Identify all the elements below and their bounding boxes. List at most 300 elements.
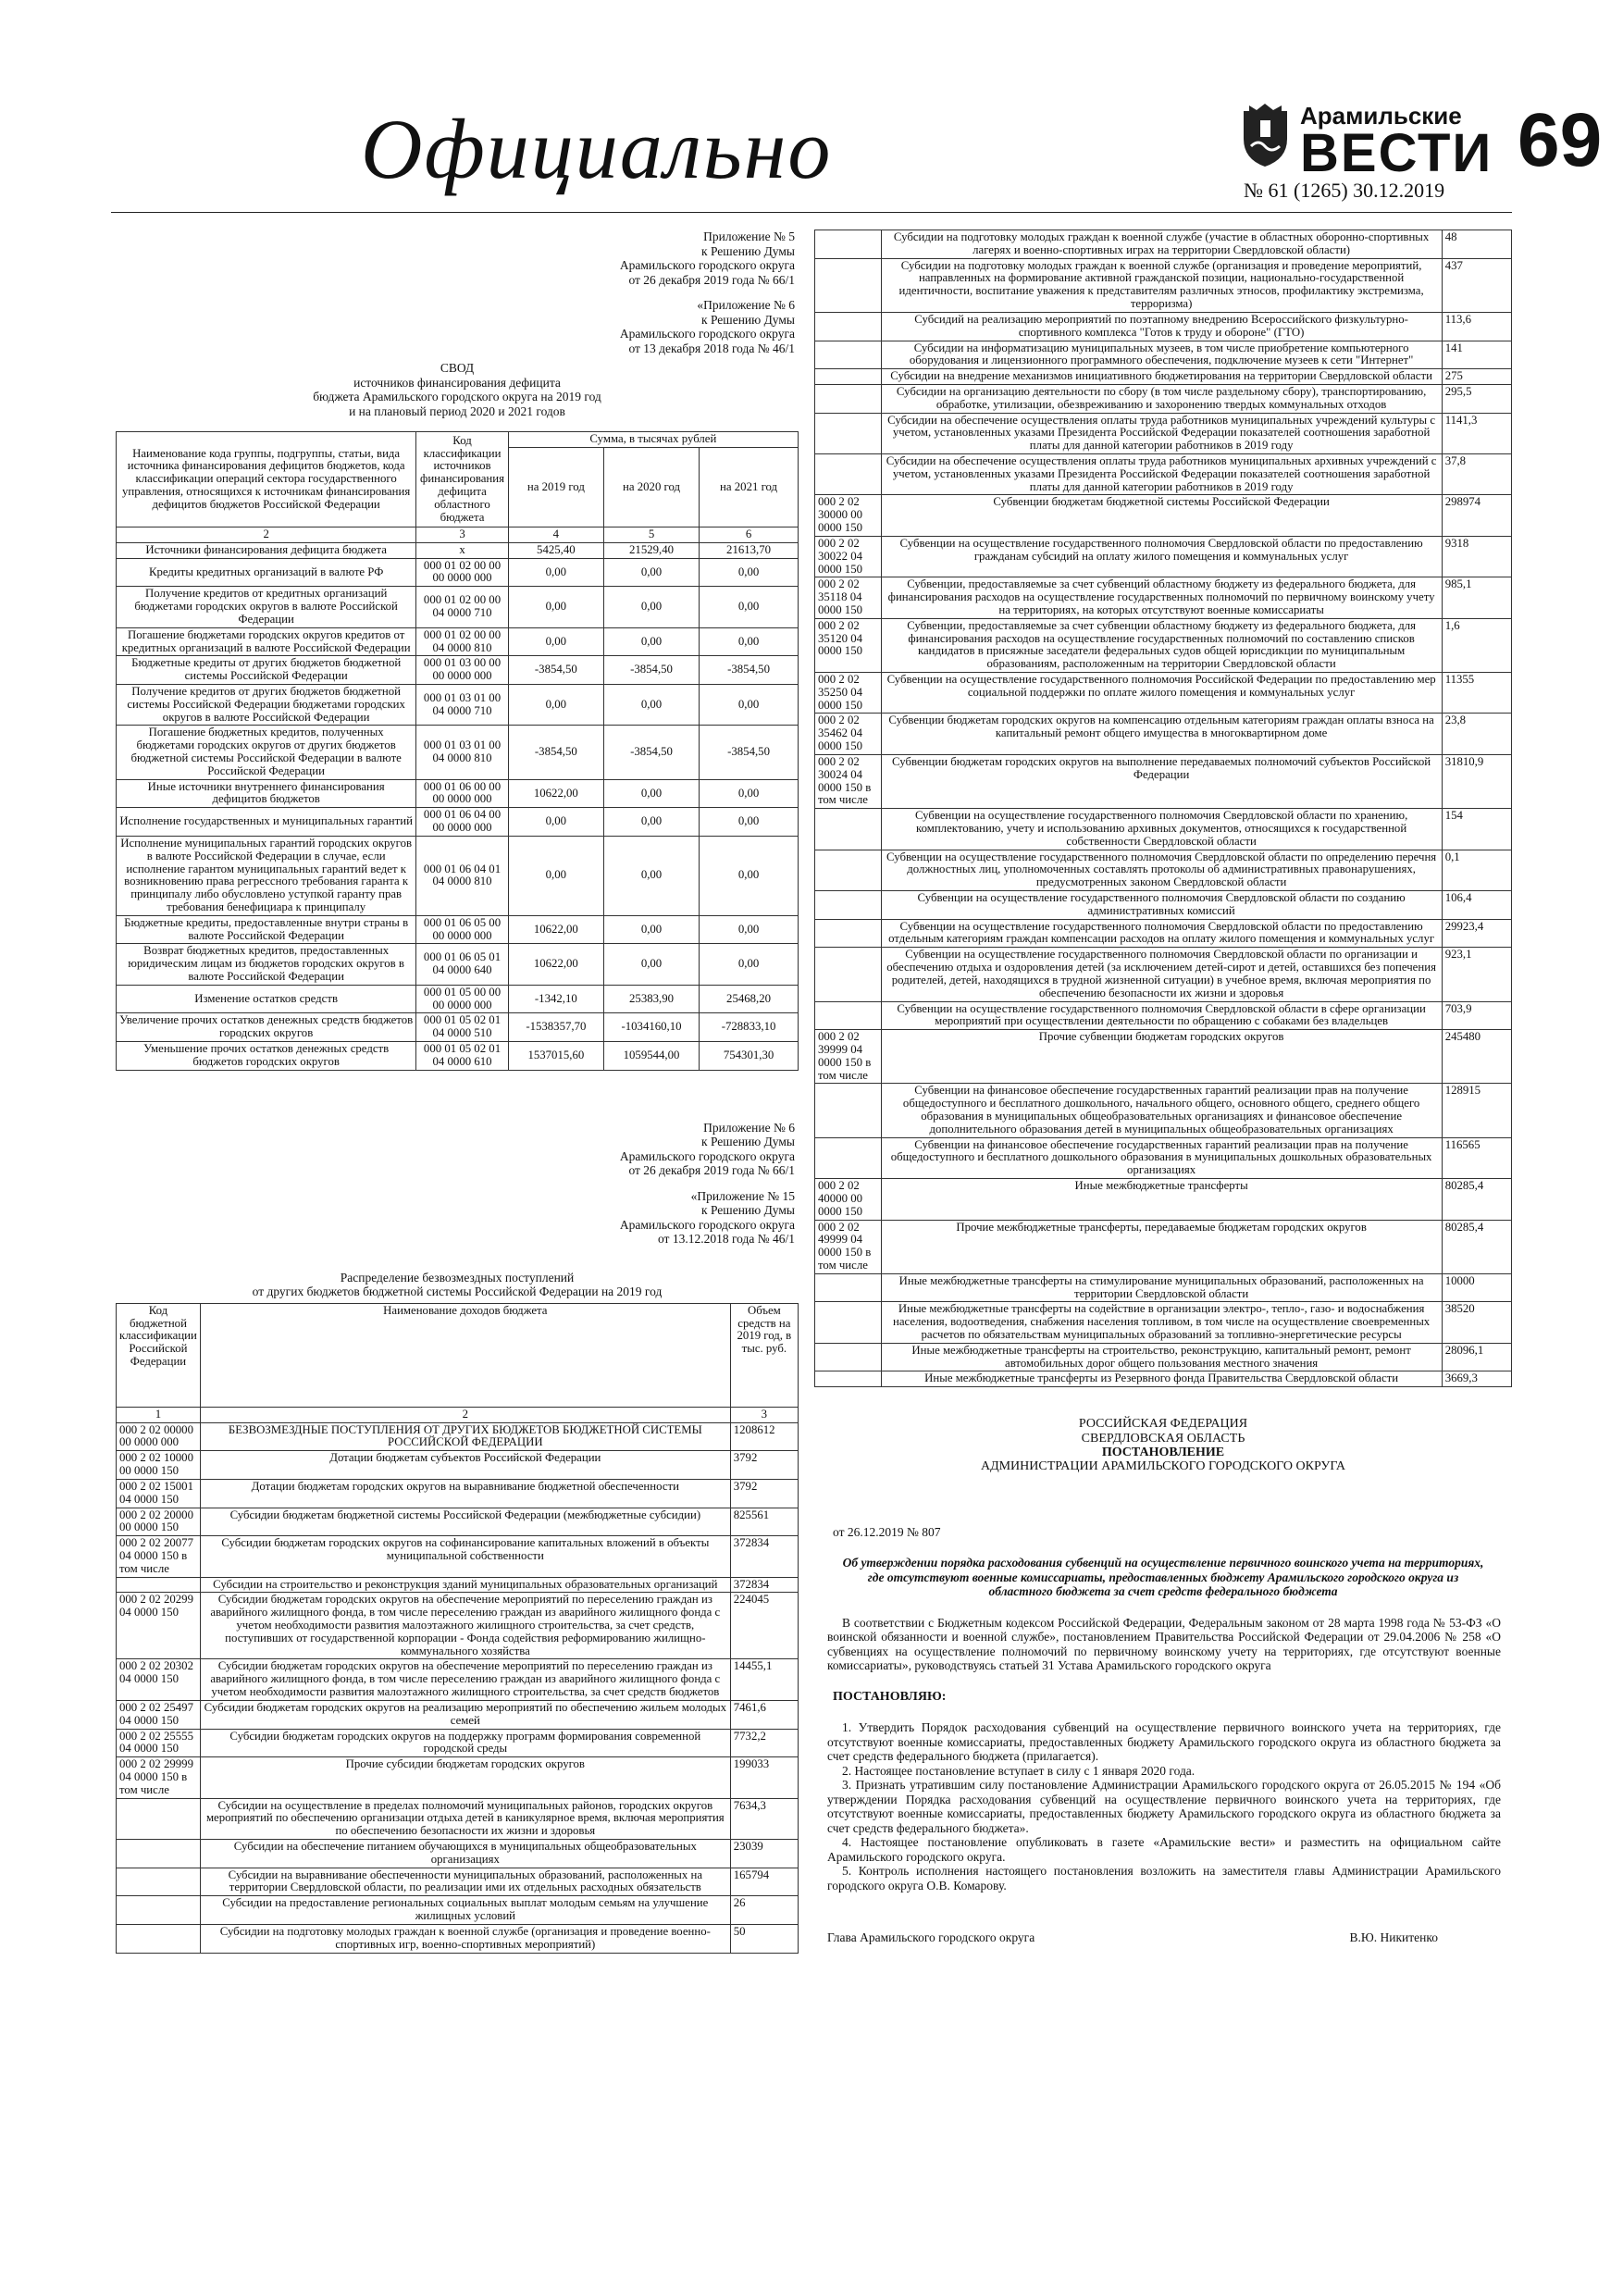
- issue-number: № 61 (1265) 30.12.2019: [1244, 179, 1445, 202]
- col-header-2020: на 2020 год: [603, 448, 699, 527]
- col-header-2019: на 2019 год: [508, 448, 603, 527]
- decree-title: Об утверждении порядка расходования субвенций на осуществление первичного воинского учета на территориях, где отсутствуют военные комиссариаты, предоставленных бюджету Арамильского городского округа из областного бюджета за счет средств федерального бюджета: [842, 1556, 1484, 1599]
- signature-block: [814, 1931, 1512, 1945]
- transfers-table-right: [814, 230, 1512, 1387]
- table-row: [815, 577, 1512, 618]
- table-cell: -3854,50: [700, 726, 799, 779]
- brand-top: Арамильские: [1300, 102, 1462, 130]
- table-cell: 000 2 02 20000 00 0000 150: [117, 1508, 201, 1536]
- table-body: [117, 542, 799, 1070]
- table-cell: Субвенции, предоставляемые за счет субвенции областному бюджету из федерального бюджета, для финансирования расходов на осуществление государственных полномочий по составлению списков кандидатов в присяжные заседатели федеральных судов общей юрисдикции по муниципальным образованиям, расположенным на территории Свердловской области: [881, 618, 1442, 672]
- table-cell: 275: [1442, 369, 1511, 385]
- table-cell: Изменение остатков средств: [117, 985, 416, 1013]
- table-cell: Субсидии бюджетам городских округов на обеспечение мероприятий по переселению граждан из аварийного жилищного фонда, в том числе переселению граждан из аварийного жилищного фонда с учетом необходимости развития малоэтажного жилищного строительства, за счет средств бюджетов: [200, 1659, 730, 1700]
- table-cell: 000 2 02 15001 04 0000 150: [117, 1479, 201, 1508]
- table-row: [815, 1137, 1512, 1178]
- table-cell: -3854,50: [603, 726, 699, 779]
- table-cell: Субсидии на подготовку молодых граждан к военной службе (участие в областных оборонно-спортивных лагерях и военно-спортивных играх на территории Свердловской области): [881, 230, 1442, 259]
- col-header-name: Наименование кода группы, подгруппы, статьи, вида источника финансирования дефицитов бюджетов, кода классификации операций сектора государственного управления, относящихся к источникам финансирования дефицитов бюджетов Российской Федерации: [117, 432, 416, 527]
- table-cell: 0,00: [508, 558, 603, 587]
- table-cell: 3792: [730, 1479, 798, 1508]
- table-cell: [815, 1001, 882, 1030]
- table-cell: 000 01 05 02 01 04 0000 510: [416, 1013, 508, 1042]
- page-header: [111, 74, 1603, 213]
- table-cell: Исполнение муниципальных гарантий городских округов в валюте Российской Федерации в случае, если исполнение гарантом муниципальных гарантий ведет к возникновению права регрессного требования гаранта к принципалу либо обусловлено уступкой гаранту прав требования бенефициара к принципалу: [117, 836, 416, 915]
- table-cell: Субсидий на реализацию мероприятий по поэтапному внедрению Всероссийского физкультурно-спортивного комплекса "Готов к труду и обороне" (ГТО): [881, 312, 1442, 341]
- table-row: [117, 1798, 799, 1839]
- table-cell: Иные источники внутреннего финансирования дефицитов бюджетов: [117, 779, 416, 808]
- table-cell: -728833,10: [700, 1013, 799, 1042]
- decree-heading: [814, 1417, 1512, 1474]
- table-cell: 0,00: [700, 627, 799, 656]
- table-cell: 000 01 06 05 01 04 0000 640: [416, 944, 508, 985]
- table-cell: [815, 809, 882, 850]
- ref-line: Арамильского городского округа: [619, 327, 795, 341]
- table-cell: 245480: [1442, 1030, 1511, 1084]
- table-cell: [815, 369, 882, 385]
- table-cell: 985,1: [1442, 577, 1511, 618]
- table-row: [815, 919, 1512, 948]
- table-cell: 000 2 02 20302 04 0000 150: [117, 1659, 201, 1700]
- table-row: [117, 779, 799, 808]
- table-cell: 154: [1442, 809, 1511, 850]
- table-cell: Субсидии бюджетам городских округов на обеспечение мероприятий по переселению граждан из аварийного жилищного фонда, в том числе переселению граждан из аварийного жилищного фонда с учетом необходимости развития малоэтажного жилищного строительства, за счет средств, поступивших от государственной корпорации - Фонда содействия реформированию жилищно-коммунального хозяйства: [200, 1593, 730, 1659]
- signer-post: Глава Арамильского городского округа: [827, 1930, 1035, 1945]
- table-cell: 80285,4: [1442, 1220, 1511, 1273]
- table-cell: Исполнение государственных и муниципальных гарантий: [117, 808, 416, 837]
- table-cell: 48: [1442, 230, 1511, 259]
- table-cell: [815, 1137, 882, 1178]
- table-cell: 825561: [730, 1508, 798, 1536]
- table-cell: 224045: [730, 1593, 798, 1659]
- table-row: [815, 714, 1512, 754]
- table-cell: Субвенции на осуществление государственного полномочия Свердловской области по организации и обеспечению отдыха и оздоровления детей (за исключением детей-сирот и детей, оставшихся без попечения родителей, детей, находящихся в трудной жизненной ситуации) в учебное время, включая мероприятия по обеспечению безопасности их жизни и здоровья: [881, 948, 1442, 1001]
- table-cell: [815, 948, 882, 1001]
- decree-item: 1. Утвердить Порядок расходования субвенций на осуществление первичного воинского учета на территориях, где отсутствуют военные комиссариаты, предоставленных бюджету Арамильского городского округа из областного бюджета за счет средств федерального бюджета (прилагается).: [827, 1720, 1501, 1764]
- table-cell: 0,00: [700, 684, 799, 725]
- table-cell: 1,6: [1442, 618, 1511, 672]
- table-cell: Субвенции на осуществление государственного полномочия Свердловской области по хранению, комплектованию, учету и использованию архивных документов, относящихся к государственной собственности Свердловской области: [881, 809, 1442, 850]
- table-cell: Получение кредитов от других бюджетов бюджетной системы Российской Федерации бюджетами городских округов в валюте Российской Федерации: [117, 684, 416, 725]
- table-cell: 0,00: [700, 587, 799, 627]
- table-cell: 10622,00: [508, 779, 603, 808]
- table-cell: 1537015,60: [508, 1042, 603, 1071]
- table-cell: 0,00: [508, 627, 603, 656]
- decree-item: 5. Контроль исполнения настоящего постановления возложить на заместителя главы Администрации Арамильского городского округа О.В. Комарову.: [827, 1864, 1501, 1893]
- table-cell: 1208612: [730, 1422, 798, 1451]
- table-cell: Погашение бюджетных кредитов, полученных бюджетами городских округов от других бюджетов бюджетной системы Российской Федерации в валюте Российской Федерации: [117, 726, 416, 779]
- table-cell: [815, 1343, 882, 1371]
- table-cell: [815, 850, 882, 890]
- table-cell: 0,00: [603, 808, 699, 837]
- table-cell: [117, 1896, 201, 1925]
- table-row: [815, 1084, 1512, 1137]
- table-row: [117, 1868, 799, 1896]
- table-cell: 113,6: [1442, 312, 1511, 341]
- table-cell: Субсидии бюджетам бюджетной системы Российской Федерации (межбюджетные субсидии): [200, 1508, 730, 1536]
- table-cell: 754301,30: [700, 1042, 799, 1071]
- table-cell: Субвенции на осуществление государственного полномочия Свердловской области по созданию административных комиссий: [881, 891, 1442, 920]
- table-cell: 3792: [730, 1451, 798, 1480]
- table-cell: [815, 891, 882, 920]
- table-cell: 000 01 06 04 00 00 0000 000: [416, 808, 508, 837]
- table-row: [815, 384, 1512, 413]
- decree-items: [814, 1720, 1512, 1893]
- table-row: [117, 1757, 799, 1798]
- table-cell: 0,00: [603, 627, 699, 656]
- table-cell: 000 01 06 00 00 00 0000 000: [416, 779, 508, 808]
- col-header-volume: Объем средств на 2019 год, в тыс. руб.: [730, 1303, 798, 1407]
- right-column: [814, 230, 1512, 1945]
- title-line: от других бюджетов бюджетной системы Российской Федерации на 2019 год: [252, 1285, 663, 1299]
- table-cell: 000 01 03 01 00 04 0000 710: [416, 684, 508, 725]
- table-row: [117, 1729, 799, 1757]
- table-body: [815, 230, 1512, 1387]
- table-row: [815, 1273, 1512, 1302]
- table-row: [117, 1042, 799, 1071]
- table-row: [815, 673, 1512, 714]
- table-cell: x: [416, 542, 508, 558]
- table-cell: Увеличение прочих остатков денежных средств бюджетов городских округов: [117, 1013, 416, 1042]
- table-cell: 11355: [1442, 673, 1511, 714]
- table-cell: Дотации бюджетам субъектов Российской Федерации: [200, 1451, 730, 1480]
- table-cell: 000 2 02 00000 00 0000 000: [117, 1422, 201, 1451]
- table-cell: 0,00: [603, 587, 699, 627]
- table-cell: Иные межбюджетные трансферты: [881, 1179, 1442, 1220]
- title-line: Распределение безвозмездных поступлений: [340, 1270, 575, 1285]
- table-row: [815, 341, 1512, 369]
- table-row: [815, 258, 1512, 312]
- table-cell: Погашение бюджетами городских округов кредитов от кредитных организаций в валюте Российской Федерации: [117, 627, 416, 656]
- table-cell: 0,00: [700, 836, 799, 915]
- table-cell: Субсидии на строительство и реконструкция зданий муниципальных образовательных организаций: [200, 1577, 730, 1593]
- table-row: [117, 1896, 799, 1925]
- table-cell: 000 2 02 30022 04 0000 150: [815, 536, 882, 577]
- table-row: [117, 627, 799, 656]
- table-cell: 0,00: [603, 684, 699, 725]
- table-row: [117, 808, 799, 837]
- table-cell: 000 01 02 00 00 04 0000 810: [416, 627, 508, 656]
- table-cell: Получение кредитов от кредитных организаций бюджетами городских округов в валюте Российской Федерации: [117, 587, 416, 627]
- decree-item: 3. Признать утратившим силу постановление Администрации Арамильского городского округа от 26.05.2015 № 194 «Об утверждении Порядка расходования субвенций на осуществление первичного воинского учета на территориях, где отсутствуют военные комиссариаты, предоставленных бюджету Арамильского городского округа из областного бюджета за счет средств федерального бюджета».: [827, 1778, 1501, 1835]
- table-cell: Прочие межбюджетные трансферты, передаваемые бюджетам городских округов: [881, 1220, 1442, 1273]
- table-row: [117, 726, 799, 779]
- title-line: бюджета Арамильского городского округа на 2019 год: [313, 390, 601, 404]
- table-row: [117, 587, 799, 627]
- col-num: 6: [700, 527, 799, 543]
- signer-name: В.Ю. Никитенко: [1349, 1930, 1438, 1945]
- table-cell: 0,00: [700, 779, 799, 808]
- table-cell: Источники финансирования дефицита бюджета: [117, 542, 416, 558]
- table-cell: 9318: [1442, 536, 1511, 577]
- table-cell: Субвенции бюджетам городских округов на компенсацию отдельным категориям граждан оплаты взноса на капитальный ремонт общего имущества в многоквартирном доме: [881, 714, 1442, 754]
- table-cell: -3854,50: [700, 656, 799, 685]
- table-cell: 29923,4: [1442, 919, 1511, 948]
- ref-line: к Решению Думы: [701, 1203, 795, 1218]
- ref-line: «Приложение № 6: [697, 298, 795, 313]
- table-cell: 1141,3: [1442, 413, 1511, 453]
- table-row: [815, 948, 1512, 1001]
- ref-line: к Решению Думы: [701, 312, 795, 327]
- table-cell: Субсидии на обеспечение осуществления оплаты труда работников муниципальных учреждений культуры с учетом, установленных указами Президента Российской Федерации показателей соотношения заработной платы для данной категории работников в 2019 году: [881, 413, 1442, 453]
- table-row: [815, 369, 1512, 385]
- table-cell: 7634,3: [730, 1798, 798, 1839]
- table-row: [815, 1302, 1512, 1343]
- table-row: [117, 1924, 799, 1953]
- table-cell: Иные межбюджетные трансферты на стимулирование муниципальных образований, расположенных на территории Свердловской области: [881, 1273, 1442, 1302]
- table-cell: 10000: [1442, 1273, 1511, 1302]
- col-header-code: Код бюджетной классификации Российской Федерации: [117, 1303, 201, 1407]
- table-cell: 14455,1: [730, 1659, 798, 1700]
- table-cell: 000 2 02 35462 04 0000 150: [815, 714, 882, 754]
- table-cell: Иные межбюджетные трансферты на строительство, реконструкцию, капитальный ремонт, ремонт автомобильных дорог общего пользования местного значения: [881, 1343, 1442, 1371]
- column-number-row: [117, 1407, 799, 1422]
- table-cell: Субвенции на осуществление государственного полномочия Свердловской области по предоставлению отдельным категориям граждан компенсации расходов на оплату жилого помещения и коммунальных услуг: [881, 919, 1442, 948]
- table-cell: 28096,1: [1442, 1343, 1511, 1371]
- decree-item: 2. Настоящее постановление вступает в силу с 1 января 2020 года.: [842, 1763, 1196, 1778]
- ref-line: Приложение № 6: [703, 1120, 795, 1135]
- table-cell: [815, 312, 882, 341]
- table-cell: 116565: [1442, 1137, 1511, 1178]
- table-cell: Субвенции на осуществление государственного полномочия Свердловской области по определению перечня должностных лиц, уполномоченных составлять протоколы об административных правонарушениях, предусмотренных законом Свердловской области: [881, 850, 1442, 890]
- table-cell: Субвенции на осуществление государственного полномочия Российской Федерации по предоставлению мер социальной поддержки по оплате жилого помещения и коммунальных услуг: [881, 673, 1442, 714]
- table-cell: 000 01 05 00 00 00 0000 000: [416, 985, 508, 1013]
- table-cell: 000 2 02 25497 04 0000 150: [117, 1700, 201, 1729]
- col-num: 5: [603, 527, 699, 543]
- table-cell: Иные межбюджетные трансферты на содействие в организации электро-, тепло-, газо- и водоснабжения населения, водоотведения, снабжения населения топливом, в том числе на осуществление своевременных расчетов по обязательствам муниципальных образований за топливно-энергетические ресурсы: [881, 1302, 1442, 1343]
- table-cell: Бюджетные кредиты, предоставленные внутри страны в валюте Российской Федерации: [117, 915, 416, 944]
- table-cell: 000 2 02 49999 04 0000 150 в том числе: [815, 1220, 882, 1273]
- table-cell: 000 2 02 25555 04 0000 150: [117, 1729, 201, 1757]
- table-cell: 000 2 02 20077 04 0000 150 в том числе: [117, 1536, 201, 1577]
- table-row: [815, 536, 1512, 577]
- table-cell: Уменьшение прочих остатков денежных средств бюджетов городских округов: [117, 1042, 416, 1071]
- table-cell: Субсидии на обеспечение осуществления оплаты труда работников муниципальных архивных учреждений с учетом, установленных указами Президента Российской Федерации показателей соотношения заработной платы для данной категории работников в 2019 году: [881, 454, 1442, 495]
- table-cell: 000 2 02 39999 04 0000 150 в том числе: [815, 1030, 882, 1084]
- page-number: 69: [1518, 98, 1603, 182]
- table-cell: Кредиты кредитных организаций в валюте РФ: [117, 558, 416, 587]
- table-cell: БЕЗВОЗМЕЗДНЫЕ ПОСТУПЛЕНИЯ ОТ ДРУГИХ БЮДЖЕТОВ БЮДЖЕТНОЙ СИСТЕМЫ РОССИЙСКОЙ ФЕДЕРАЦИИ: [200, 1422, 730, 1451]
- table-row: [815, 1371, 1512, 1387]
- table-row: [117, 985, 799, 1013]
- table-cell: 000 2 02 30024 04 0000 150 в том числе: [815, 754, 882, 808]
- table-row: [117, 656, 799, 685]
- table-row: [815, 495, 1512, 536]
- table-row: [117, 1479, 799, 1508]
- table-row: [117, 1508, 799, 1536]
- table-cell: 000 2 02 10000 00 0000 150: [117, 1451, 201, 1480]
- table-cell: [815, 454, 882, 495]
- table-cell: Субсидии бюджетам городских округов на поддержку программ формирования современной городской среды: [200, 1729, 730, 1757]
- table-cell: 31810,9: [1442, 754, 1511, 808]
- table-cell: Субсидии на подготовку молодых граждан к военной службе (организация и проведение военно-спортивных игр, военно-спортивных мероприятий): [200, 1924, 730, 1953]
- table-cell: 0,00: [700, 808, 799, 837]
- table-cell: Субсидии на подготовку молодых граждан к военной службе (организация и проведение мероприятий, направленных на формирование активной гражданской позиции, национально-государственной идентичности, воспитание уважения к представителям различных этносов, профилактику экстремизма, терроризма): [881, 258, 1442, 312]
- table-cell: 000 01 06 05 00 00 0000 000: [416, 915, 508, 944]
- table-cell: [815, 258, 882, 312]
- table-cell: 0,1: [1442, 850, 1511, 890]
- table-row: [815, 850, 1512, 890]
- table-cell: [815, 413, 882, 453]
- decree-item: 4. Настоящее постановление опубликовать в газете «Арамильские вести» и разместить на официальном сайте Арамильского городского округа.: [827, 1835, 1501, 1864]
- table-row: [117, 1013, 799, 1042]
- section-title: Официально: [361, 102, 833, 196]
- table-cell: 923,1: [1442, 948, 1511, 1001]
- table-row: [117, 542, 799, 558]
- table-cell: Субвенции на осуществление государственного полномочия Свердловской области по предоставлению гражданам субсидий на оплату жилого помещения и коммунальных услуг: [881, 536, 1442, 577]
- decree-date: от 26.12.2019 № 807: [833, 1524, 941, 1539]
- table-cell: [815, 1302, 882, 1343]
- decree-resolve: ПОСТАНОВЛЯЮ:: [833, 1690, 947, 1704]
- column-number-row: [117, 527, 799, 543]
- col-header-name: Наименование доходов бюджета: [200, 1303, 730, 1407]
- table-cell: 10622,00: [508, 944, 603, 985]
- table-cell: [815, 230, 882, 259]
- table-cell: 000 01 06 04 01 04 0000 810: [416, 836, 508, 915]
- table-cell: 128915: [1442, 1084, 1511, 1137]
- table-cell: 37,8: [1442, 454, 1511, 495]
- ref-line: Арамильского городского округа: [619, 1217, 795, 1232]
- table-row: [117, 915, 799, 944]
- table-cell: 372834: [730, 1577, 798, 1593]
- table-cell: 38520: [1442, 1302, 1511, 1343]
- table-cell: [815, 1371, 882, 1387]
- table-cell: 372834: [730, 1536, 798, 1577]
- col-num: 3: [416, 527, 508, 543]
- table-cell: 437: [1442, 258, 1511, 312]
- col-num: 2: [200, 1407, 730, 1422]
- table-body: [117, 1422, 799, 1953]
- table-cell: 298974: [1442, 495, 1511, 536]
- col-num: 4: [508, 527, 603, 543]
- table-cell: 000 01 03 01 00 04 0000 810: [416, 726, 508, 779]
- table-cell: [117, 1577, 201, 1593]
- table-cell: 7461,6: [730, 1700, 798, 1729]
- col-header-2021: на 2021 год: [700, 448, 799, 527]
- table-cell: 000 01 03 00 00 00 0000 000: [416, 656, 508, 685]
- table-cell: [815, 341, 882, 369]
- table-row: [815, 413, 1512, 453]
- table-cell: -3854,50: [508, 726, 603, 779]
- table-cell: 199033: [730, 1757, 798, 1798]
- appendix5-ref: [116, 230, 799, 355]
- table-row: [815, 618, 1512, 672]
- appendix6-ref: [116, 1121, 799, 1247]
- col-header-code: Код классификации источников финансирования дефицита областного бюджета: [416, 432, 508, 527]
- transfers-table-left: [116, 1303, 799, 1954]
- table-cell: 295,5: [1442, 384, 1511, 413]
- table-row: [117, 558, 799, 587]
- table-cell: [117, 1868, 201, 1896]
- table-cell: 80285,4: [1442, 1179, 1511, 1220]
- table-cell: Субсидии на организацию деятельности по сбору (в том числе раздельному сбору), транспортированию, обработке, утилизации, обезвреживанию и захоронению твердых коммунальных отходов: [881, 384, 1442, 413]
- ref-line: Арамильского городского округа: [619, 258, 795, 273]
- table-row: [117, 1659, 799, 1700]
- table-cell: 7732,2: [730, 1729, 798, 1757]
- table-cell: [815, 919, 882, 948]
- table-row: [815, 1220, 1512, 1273]
- table-row: [815, 809, 1512, 850]
- ref-line: к Решению Думы: [701, 1135, 795, 1149]
- table-row: [815, 1343, 1512, 1371]
- table-cell: 0,00: [700, 558, 799, 587]
- appendix6-title: [116, 1271, 799, 1299]
- title-line: СВОД: [440, 361, 475, 376]
- table-cell: [117, 1924, 201, 1953]
- table-cell: 000 2 02 35120 04 0000 150: [815, 618, 882, 672]
- table-cell: Субвенции бюджетам городских округов на выполнение передаваемых полномочий субъектов Российской Федерации: [881, 754, 1442, 808]
- table-cell: Субсидии на информатизацию муниципальных музеев, в том числе приобретение компьютерного оборудования и лицензионного программного обеспечения, подключение музеев к сети "Интернет": [881, 341, 1442, 369]
- table-cell: [815, 384, 882, 413]
- table-row: [815, 1001, 1512, 1030]
- table-row: [815, 1179, 1512, 1220]
- table-cell: Возврат бюджетных кредитов, предоставленных юридическим лицам из бюджетов городских округов в валюте Российской Федерации: [117, 944, 416, 985]
- deficit-sources-table: [116, 431, 799, 1071]
- brand-main: ВЕСТИ: [1300, 123, 1493, 183]
- table-cell: 25468,20: [700, 985, 799, 1013]
- table-cell: Субвенции бюджетам бюджетной системы Российской Федерации: [881, 495, 1442, 536]
- table-cell: 000 2 02 20299 04 0000 150: [117, 1593, 201, 1659]
- table-cell: 3669,3: [1442, 1371, 1511, 1387]
- table-cell: 000 2 02 40000 00 0000 150: [815, 1179, 882, 1220]
- table-cell: -3854,50: [508, 656, 603, 685]
- decree-authority: АДМИНИСТРАЦИИ АРАМИЛЬСКОГО ГОРОДСКОГО ОКРУГА: [980, 1459, 1346, 1474]
- table-cell: 0,00: [508, 836, 603, 915]
- table-row: [815, 230, 1512, 259]
- table-cell: 50: [730, 1924, 798, 1953]
- table-row: [117, 1451, 799, 1480]
- table-cell: 000 2 02 35118 04 0000 150: [815, 577, 882, 618]
- table-cell: 165794: [730, 1868, 798, 1896]
- table-cell: 000 01 02 00 00 00 0000 000: [416, 558, 508, 587]
- table-cell: [815, 1084, 882, 1137]
- table-cell: Иные межбюджетные трансферты из Резервного фонда Правительства Свердловской области: [881, 1371, 1442, 1387]
- title-line: и на плановый период 2020 и 2021 годов: [349, 403, 565, 418]
- table-cell: Бюджетные кредиты от других бюджетов бюджетной системы Российской Федерации: [117, 656, 416, 685]
- table-header-row: [117, 432, 799, 448]
- table-cell: 0,00: [508, 684, 603, 725]
- table-cell: Субвенции на осуществление государственного полномочия Свердловской области в сфере организации мероприятий при осуществлении деятельности по обращению с собаками без владельцев: [881, 1001, 1442, 1030]
- left-column: [116, 230, 799, 1954]
- table-cell: 106,4: [1442, 891, 1511, 920]
- col-num: 3: [730, 1407, 798, 1422]
- table-cell: Субсидии бюджетам городских округов на реализацию мероприятий по обеспечению жильем молодых семей: [200, 1700, 730, 1729]
- table-cell: 23,8: [1442, 714, 1511, 754]
- table-cell: 10622,00: [508, 915, 603, 944]
- table-cell: 0,00: [603, 836, 699, 915]
- decree-kind: ПОСТАНОВЛЕНИЕ: [1101, 1446, 1225, 1460]
- table-cell: -3854,50: [603, 656, 699, 685]
- table-cell: Субсидии на внедрение механизмов инициативного бюджетирования на территории Свердловской области: [881, 369, 1442, 385]
- table-cell: 21529,40: [603, 542, 699, 558]
- table-cell: 26: [730, 1896, 798, 1925]
- decree-preamble: В соответствии с Бюджетным кодексом Российской Федерации, Федеральным законом от 28 марта 1998 года № 53-ФЗ «О воинской обязанности и военной службе», постановлением Правительства Российской Федерации от 29.04.2006 № 258 «О субвенциях на осуществление полномочий по первичному воинскому учету на территориях, где отсутствуют военные комиссариаты», руководствуясь статьей 31 Устава Арамильского городского округа: [827, 1615, 1501, 1673]
- table-cell: 000 01 02 00 00 04 0000 710: [416, 587, 508, 627]
- table-cell: Прочие субвенции бюджетам городских округов: [881, 1030, 1442, 1084]
- ref-line: от 26 декабря 2019 года № 66/1: [628, 272, 795, 287]
- col-num: 2: [117, 527, 416, 543]
- table-row: [117, 1536, 799, 1577]
- table-cell: -1034160,10: [603, 1013, 699, 1042]
- appendix5-title: [116, 361, 799, 418]
- table-cell: [815, 1273, 882, 1302]
- table-cell: [117, 1840, 201, 1868]
- ref-line: от 13 декабря 2018 года № 46/1: [628, 341, 795, 355]
- table-cell: 0,00: [603, 779, 699, 808]
- table-cell: Субсидии на обеспечение питанием обучающихся в муниципальных общеобразовательных организациях: [200, 1840, 730, 1868]
- table-cell: [117, 1798, 201, 1839]
- table-cell: 0,00: [508, 808, 603, 837]
